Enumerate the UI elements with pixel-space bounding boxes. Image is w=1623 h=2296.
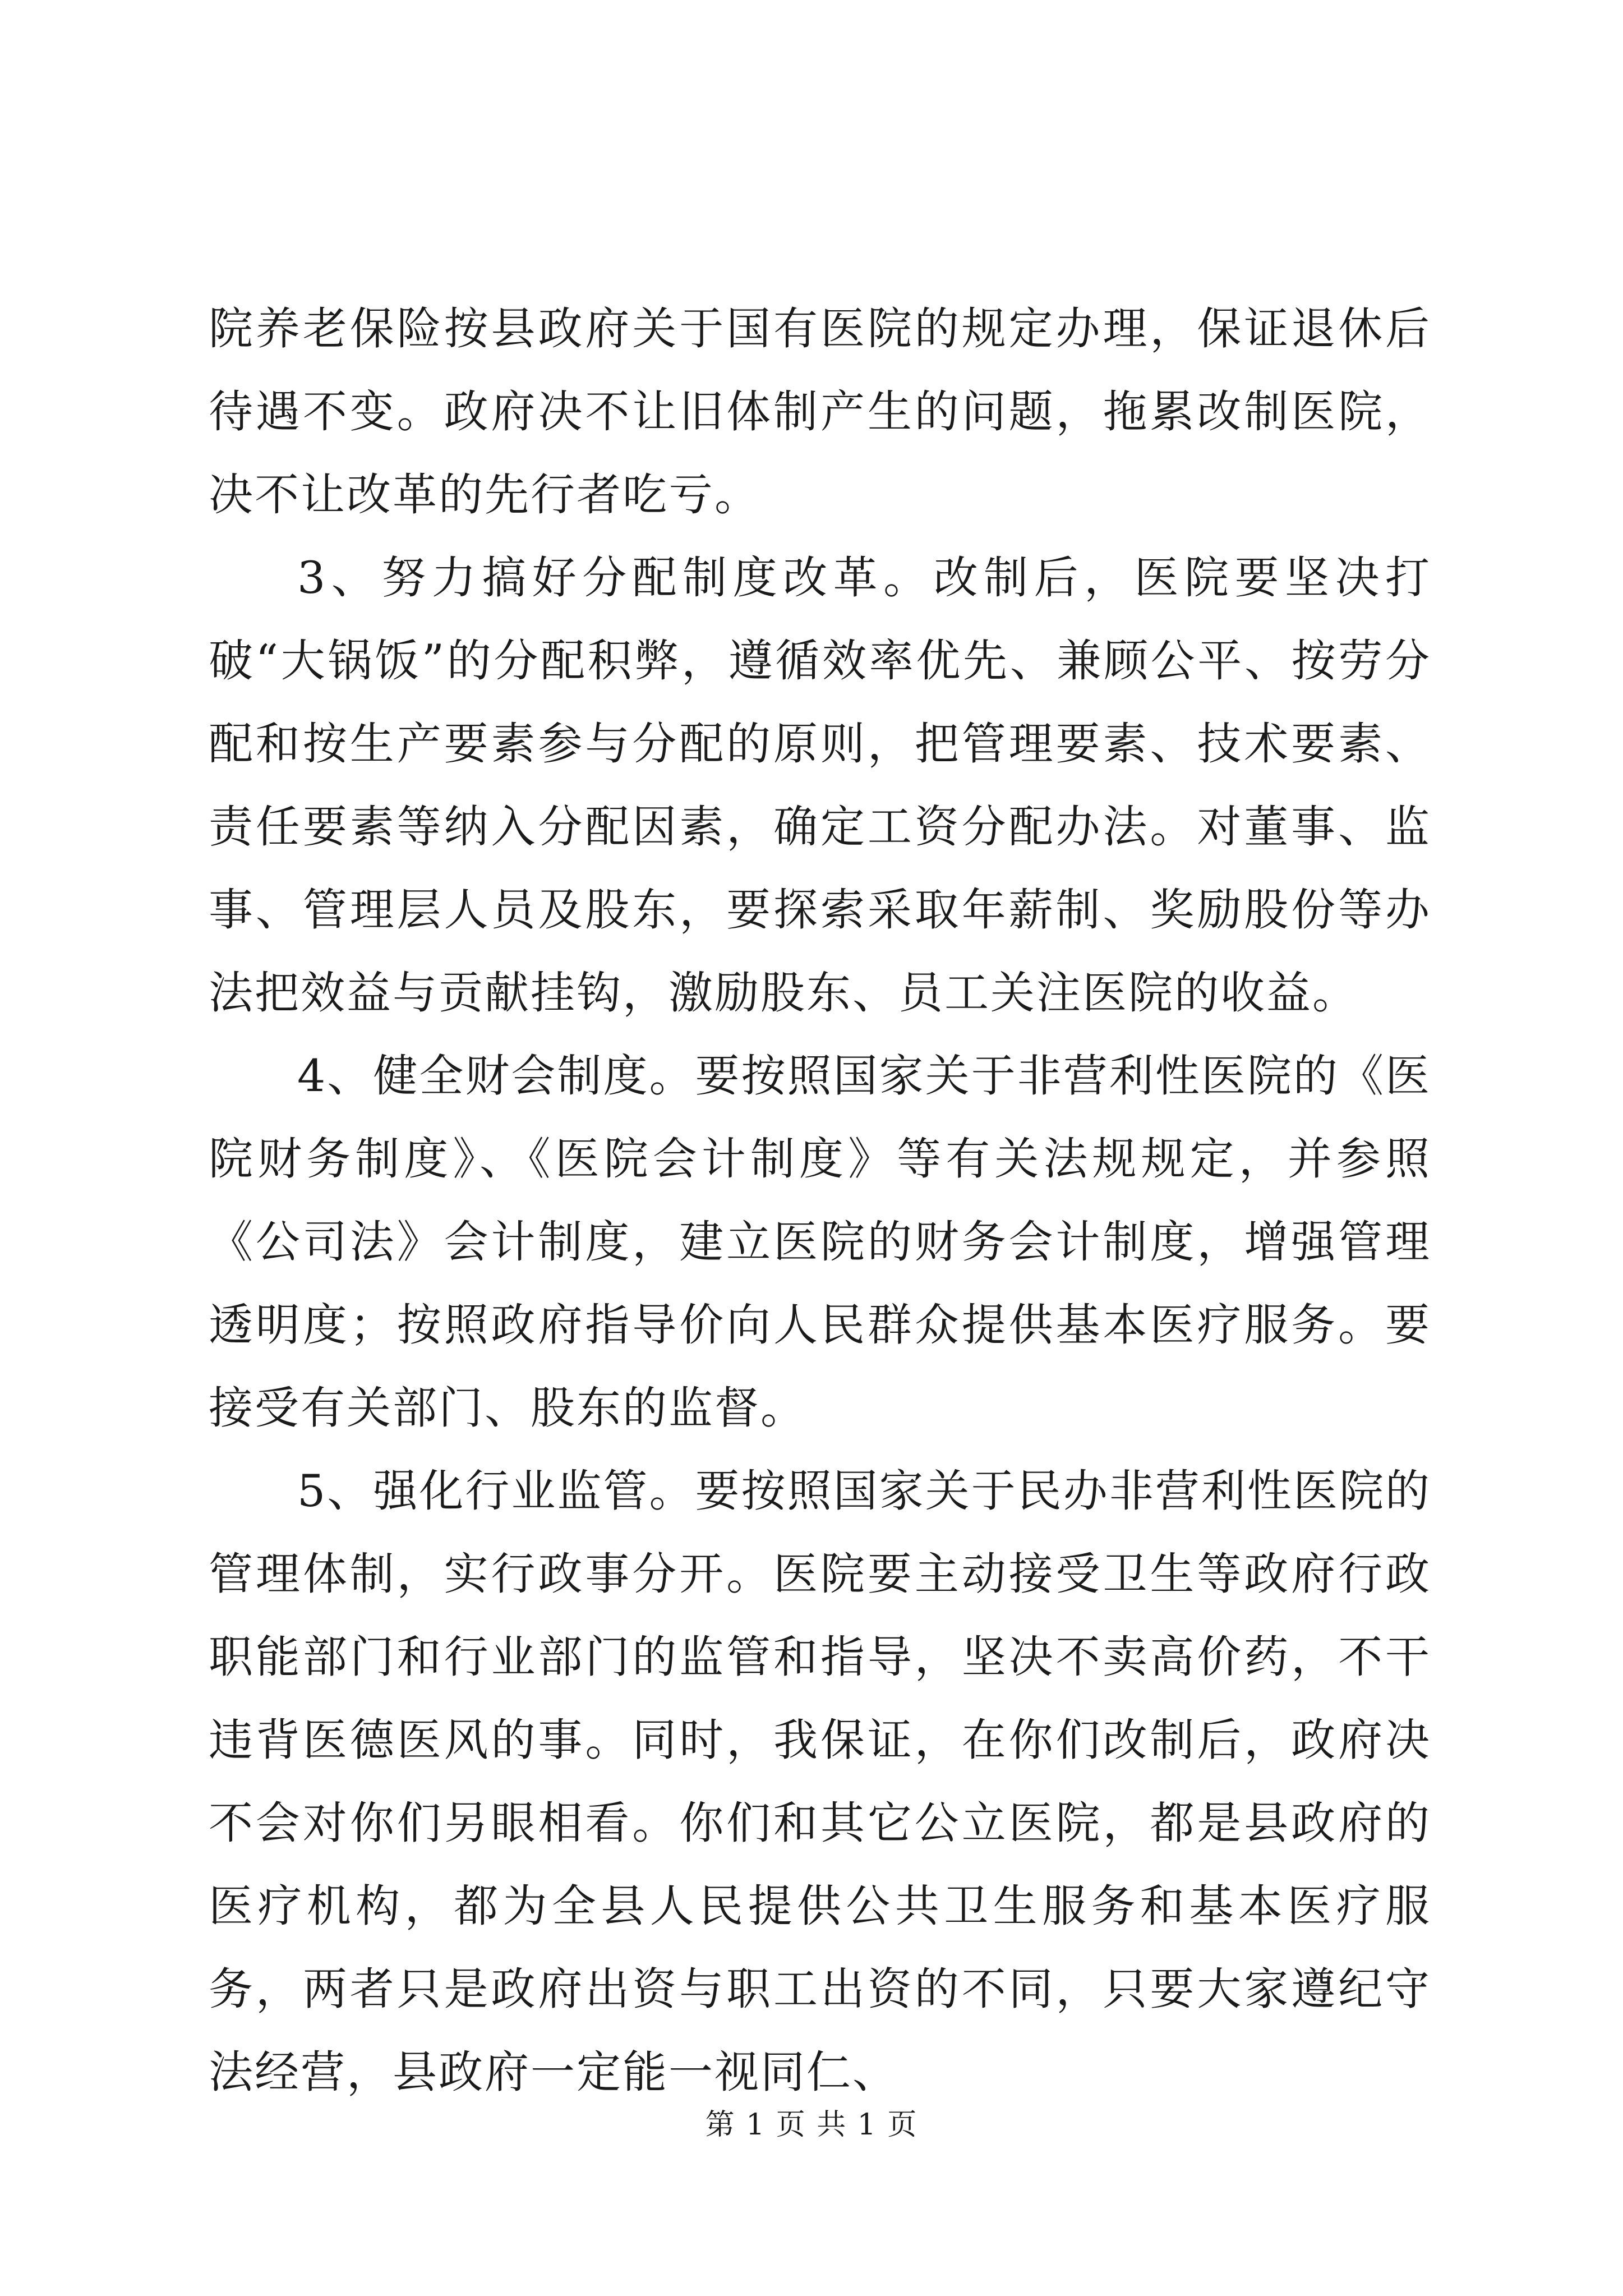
page-footer: 第 1 页 共 1 页 (705, 2108, 918, 2142)
paragraph-distribution-reform: 3、努力搞好分配制度改革。改制后，医院要坚决打破“大锅饭”的分配积弊，遵循效率优先、兼顾公平、按劳分配和按生产要素参与分配的原则，把管理要素、技术要素、责任要素等纳入分配因素，确定工资分配办法。对董事、监事、管理层人员及股东，要探索采取年薪制、奖励股份等办法把效益与贡献挂钩，激励股东、员工关注医院的收益。 (209, 552, 1431, 1019)
paragraph-industry-supervision: 5、强化行业监管。要按照国家关于民办非营利性医院的管理体制，实行政事分开。医院要主动接受卫生等政府行政职能部门和行业部门的监管和指导，坚决不卖高价药，不干违背医德医风的事。同时，我保证，在你们改制后，政府决不会对你们另眼相看。你们和其它公立医院，都是县政府的医疗机构，都为全县人民提供公共卫生服务和基本医疗服务，两者只是政府出资与职工出资的不同，只要大家遵纪守法经营，县政府一定能一视同仁、 (209, 1465, 1431, 2098)
document-body (209, 287, 1431, 2114)
paragraph-pension: 院养老保险按县政府关于国有医院的规定办理，保证退休后待遇不变。政府决不让旧体制产生的问题，拖累改制医院，决不让改革的先行者吃亏。 (209, 303, 1431, 521)
paragraph-accounting-system: 4、健全财会制度。要按照国家关于非营利性医院的《医院财务制度》、《医院会计制度》等有关法规规定，并参照《公司法》会计制度，建立医院的财务会计制度，增强管理透明度；按照政府指导价向人民群众提供基本医疗服务。要接受有关部门、股东的监督。 (209, 1050, 1431, 1434)
